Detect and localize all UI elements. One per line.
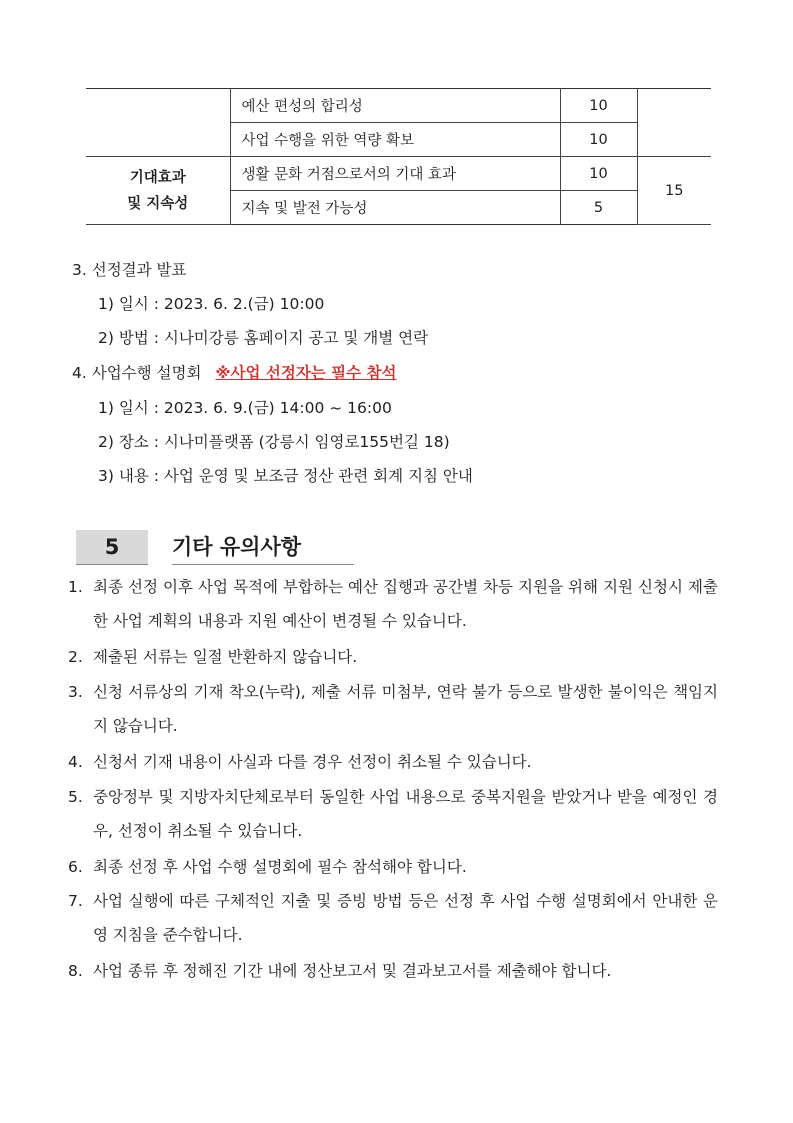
table-row bbox=[86, 157, 711, 191]
note-number: 8. bbox=[68, 962, 83, 980]
note-item bbox=[68, 780, 718, 848]
section3-item: 1) 일시 : 2023. 6. 2.(금) 10:00 bbox=[98, 295, 325, 313]
section5-number-box: 5 bbox=[76, 530, 148, 565]
section5-title: 기타 유의사항 bbox=[172, 530, 354, 565]
note-item bbox=[68, 675, 718, 743]
note-number: 5. bbox=[68, 788, 83, 806]
note-item bbox=[68, 640, 718, 674]
note-number: 3. bbox=[68, 683, 83, 701]
criteria-item: 생활 문화 거점으로서의 기대 효과 bbox=[230, 157, 560, 191]
note-text: 제출된 서류는 일절 반환하지 않습니다. bbox=[93, 648, 358, 666]
criteria-score: 10 bbox=[560, 89, 637, 123]
criteria-score: 10 bbox=[560, 123, 637, 157]
note-text: 신청 서류상의 기재 착오(누락), 제출 서류 미첨부, 연락 불가 등으로 발생한 불이익은 책임지지 않습니다. bbox=[93, 683, 718, 735]
note-text: 최종 선정 이후 사업 목적에 부합하는 예산 집행과 공간별 차등 지원을 위해 지원 신청시 제출한 사업 계획의 내용과 지원 예산이 변경될 수 있습니다. bbox=[93, 578, 718, 630]
note-text: 사업 실행에 따른 구체적인 지출 및 증빙 방법 등은 선정 후 사업 수행 설명회에서 안내한 운영 지침을 준수합니다. bbox=[93, 892, 718, 944]
note-number: 2. bbox=[68, 648, 83, 666]
category-line1: 기대효과 bbox=[129, 169, 186, 186]
evaluation-criteria-table bbox=[86, 88, 711, 225]
category-cell bbox=[86, 157, 230, 225]
section4-title: 4. 사업수행 설명회 bbox=[72, 364, 202, 382]
section4-heading bbox=[72, 361, 396, 383]
note-number: 7. bbox=[68, 892, 83, 910]
table-row bbox=[86, 89, 711, 123]
note-text: 신청서 기재 내용이 사실과 다를 경우 선정이 취소될 수 있습니다. bbox=[93, 753, 532, 771]
subtotal-cell: 15 bbox=[637, 157, 711, 225]
section4-item: 3) 내용 : 사업 운영 및 보조금 정산 관련 회계 지침 안내 bbox=[98, 467, 473, 485]
note-text: 사업 종류 후 정해진 기간 내에 정산보고서 및 결과보고서를 제출해야 합니다. bbox=[93, 962, 612, 980]
section4-item: 2) 장소 : 시나미플랫폼 (강릉시 임영로155번길 18) bbox=[98, 433, 450, 451]
section3-item: 2) 방법 : 시나미강릉 홈페이지 공고 및 개별 연락 bbox=[98, 329, 429, 347]
note-number: 1. bbox=[68, 578, 83, 596]
note-item bbox=[68, 884, 718, 952]
note-item bbox=[68, 745, 718, 779]
category-line2: 및 지속성 bbox=[127, 195, 189, 212]
note-item bbox=[68, 850, 718, 884]
note-item bbox=[68, 954, 718, 1022]
category-cell-empty bbox=[86, 89, 230, 157]
section3-title: 3. 선정결과 발표 bbox=[72, 261, 187, 279]
note-text: 최종 선정 후 사업 수행 설명회에 필수 참석해야 합니다. bbox=[93, 858, 467, 876]
note-number: 4. bbox=[68, 753, 83, 771]
note-number: 6. bbox=[68, 858, 83, 876]
section4-item: 1) 일시 : 2023. 6. 9.(금) 14:00 ~ 16:00 bbox=[98, 399, 392, 417]
criteria-score: 5 bbox=[560, 191, 637, 225]
subtotal-cell-empty bbox=[637, 89, 711, 157]
criteria-item: 예산 편성의 합리성 bbox=[230, 89, 560, 123]
criteria-item: 지속 및 발전 가능성 bbox=[230, 191, 560, 225]
note-text: 중앙정부 및 지방자치단체로부터 동일한 사업 내용으로 중복지원을 받았거나 받을 예정인 경우, 선정이 취소될 수 있습니다. bbox=[93, 788, 718, 840]
mandatory-attendance-warning: ※사업 선정자는 필수 참석 bbox=[215, 364, 397, 382]
criteria-item: 사업 수행을 위한 역량 확보 bbox=[230, 123, 560, 157]
criteria-score: 10 bbox=[560, 157, 637, 191]
note-item bbox=[68, 570, 718, 638]
